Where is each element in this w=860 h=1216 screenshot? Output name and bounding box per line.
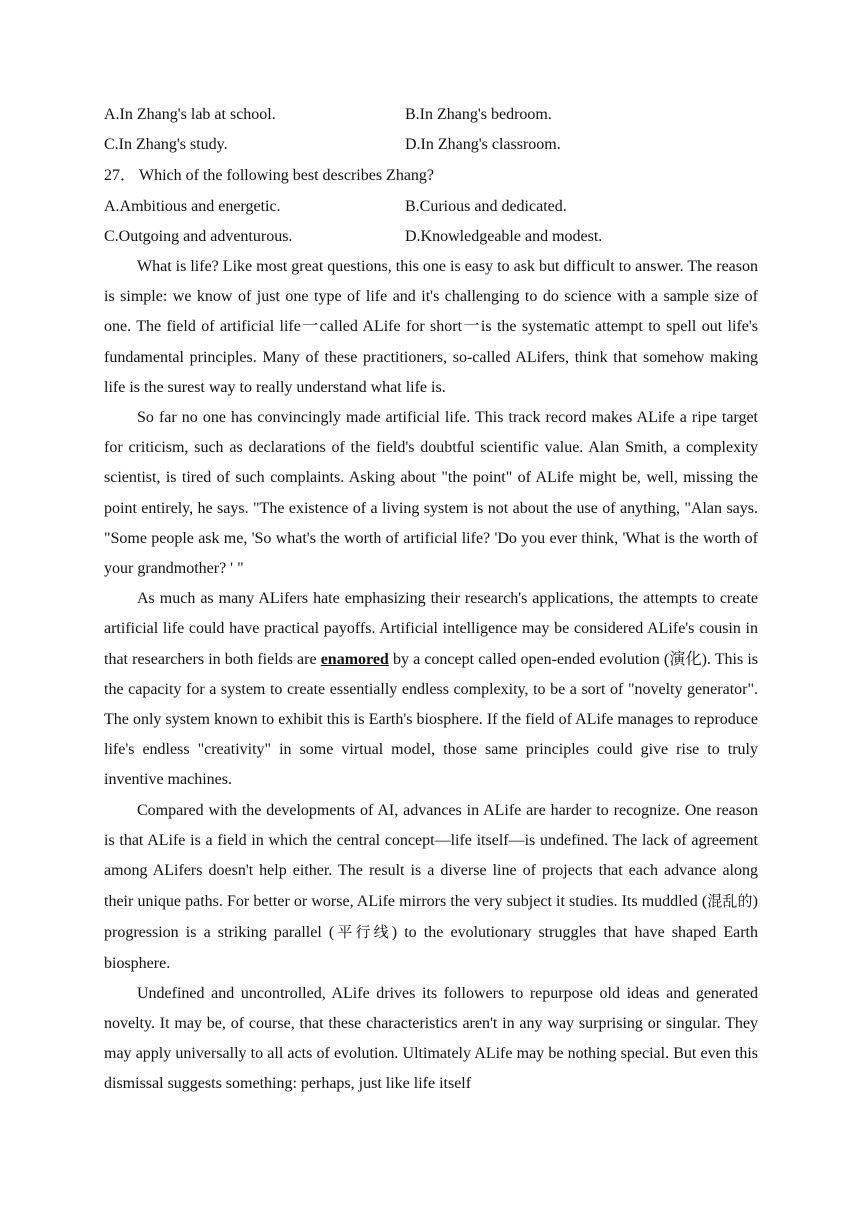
gloss-muddled: 混乱的 <box>707 892 753 911</box>
q26-options-row-1 <box>104 100 758 130</box>
passage-paragraph-2: So far no one has convincingly made artificial life. This track record makes ALife a ripe target for criticism, such as declarations of the field's doubtful scientific value. Alan Smith, a complexity scientist, is tired of such complaints. Asking about "the point" of ALife might be, well, missing the point entirely, he says. "The existence of a living system is not about the use of anything, "Alan says. "Some people ask me, 'So what's the worth of artificial life? 'Do you ever think, 'What is the worth of your grandmother? ' " <box>104 409 758 578</box>
passage-paragraph-5: Undefined and uncontrolled, ALife drives its followers to repurpose old ideas and generated novelty. It may be, of course, that these characteristics aren't in any way surprising or singular. They may apply universally to all acts of evolution. Ultimately ALife may be nothing special. But even this dismissal suggests something: perhaps, just like life itself <box>104 984 758 1093</box>
keyword-enamored: enamored <box>320 650 389 668</box>
q26-option-b[interactable]: B.In Zhang's bedroom. <box>405 106 552 123</box>
q27-option-d[interactable]: D.Knowledgeable and modest. <box>405 228 603 245</box>
paragraph-4-text-1: Compared with the developments of AI, advances in ALife are harder to recognize. One reason is that ALife is a field in which the central concept—life itself—is undefined. The lack of agreement among ALifers doesn't help either. The result is a diverse line of projects that each advance along their unique paths. For better or worse, ALife mirrors the very subject it studies. Its muddled ( <box>104 801 758 911</box>
q26-option-a[interactable]: A.In Zhang's lab at school. <box>104 106 276 123</box>
paragraph-4-text-3: ) to the evolutionary struggles that have shaped Earth biosphere. <box>104 924 758 972</box>
paragraph-3-text-after: by a concept called open-ended evolution (演化). This is the capacity for a system to create essentially endless complexity, to be a sort of "novelty generator". The only system known to exhibit this is Earth's biosphere. If the field of ALife manages to reproduce life's endless "creativity" in some virtual model, those same principles could give rise to truly inventive machines. <box>104 650 758 789</box>
paragraph-4-text-2: ) progression is a striking parallel ( <box>104 893 758 942</box>
q27-option-a[interactable]: A.Ambitious and energetic. <box>104 198 281 215</box>
passage-paragraph-1: What is life? Like most great questions, this one is easy to ask but difficult to answer. The reason is simple: we know of just one type of life and it's challenging to do science with a sample size of one. The field of artificial life一called ALife for short一is the systematic attempt to spell out life's fundamental principles. Many of these practitioners, so-called ALifers, think that somehow making life is the surest way to really understand what life is. <box>104 258 758 396</box>
q27-options-row-2 <box>104 222 758 252</box>
q27-option-b[interactable]: B.Curious and dedicated. <box>405 198 567 215</box>
paragraph-3-text-before: As much as many ALifers hate emphasizing their research's applications, the attempts to create artificial life could have practical payoffs. Artificial intelligence may be considered ALife's cousin in that researchers in both fields are <box>104 590 758 668</box>
question-27-number: 27． <box>104 167 137 184</box>
q26-option-d[interactable]: D.In Zhang's classroom. <box>405 136 561 153</box>
gloss-parallel: 平行线 <box>334 923 392 942</box>
passage-paragraph-3 <box>104 584 758 795</box>
q27-options-row-1 <box>104 192 758 222</box>
question-27 <box>104 160 758 192</box>
q26-option-c[interactable]: C.In Zhang's study. <box>104 136 228 153</box>
document-page <box>104 100 758 1100</box>
passage-paragraph-4 <box>104 796 758 979</box>
question-27-text: Which of the following best describes Zhang? <box>139 167 435 184</box>
q26-options-row-2 <box>104 130 758 160</box>
q27-option-c[interactable]: C.Outgoing and adventurous. <box>104 228 293 245</box>
keyword-underline <box>321 651 389 668</box>
